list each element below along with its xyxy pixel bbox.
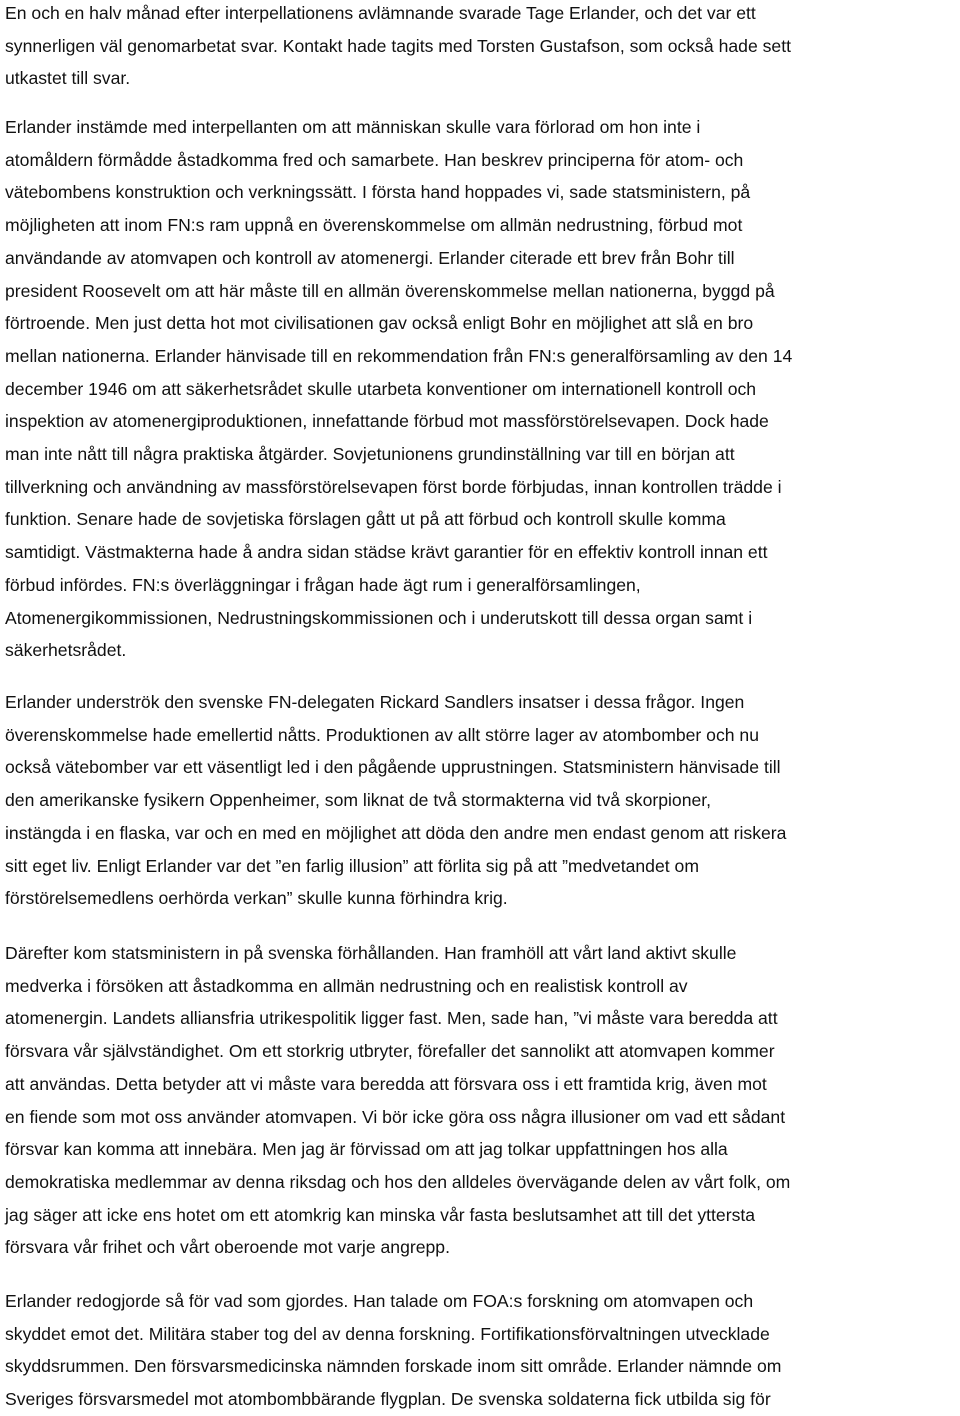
paragraph-3 xyxy=(5,686,786,915)
text-line: synnerligen väl genomarbetat svar. Kontakt hade tagits med Torsten Gustafson, som också hade sett xyxy=(5,35,791,56)
text-line: försvara vår självständighet. Om ett storkrig utbryter, förefaller det sannolikt att atomvapen kommer xyxy=(5,1041,775,1062)
text-line: funktion. Senare hade de sovjetiska förslagen gått ut på att förbud och kontroll skulle komma xyxy=(5,509,726,530)
text-line: mellan nationerna. Erlander hänvisade till en rekommendation från FN:s generalförsamling av den 14 xyxy=(5,345,793,366)
text-line: försvar kan komma att innebära. Men jag är förvissad om att jag tolkar uppfattningen hos alla xyxy=(5,1139,728,1160)
text-line: man inte nått till några praktiska åtgärder. Sovjetunionens grundinställning var till en början att xyxy=(5,444,735,465)
text-line: vätebombens konstruktion och verkningssätt. I första hand hoppades vi, sade statsministern, på xyxy=(5,182,751,203)
text-line: förtroende. Men just detta hot mot civilisationen gav också enligt Bohr en möjlighet att slå en bro xyxy=(5,313,754,334)
text-line: säkerhetsrådet. xyxy=(5,640,127,661)
paragraph-4 xyxy=(5,937,790,1264)
text-line: Erlander instämde med interpellanten om att människan skulle vara förlorad om hon inte i xyxy=(5,117,701,137)
text-line: sitt eget liv. Enligt Erlander var det ”en farlig illusion” att förlita sig på att ”medvetandet om xyxy=(5,855,699,876)
paragraph-5 xyxy=(5,1285,781,1416)
text-line: En och en halv månad efter interpellationens avlämnande svarade Tage Erlander, och det var ett xyxy=(5,3,756,23)
text-line: instängda i en flaska, var och en med en möjlighet att döda den andre men endast genom att riskera xyxy=(5,822,787,843)
text-line: skyddet emot det. Militära staber tog del av denna forskning. Fortifikationsförvaltningen utvecklade xyxy=(5,1323,770,1344)
text-line: Sveriges försvarsmedel mot atombombbärande flygplan. De svenska soldaterna fick utbilda sig för xyxy=(5,1389,771,1410)
text-line: atomenergin. Landets alliansfria utrikespolitik ligger fast. Men, sade han, ”vi måste vara beredda att xyxy=(5,1008,778,1029)
text-line: demokratiska medlemmar av denna riksdag och hos den alldeles övervägande delen av vårt folk, om xyxy=(5,1171,791,1192)
text-line: användande av atomvapen och kontroll av atomenergi. Erlander citerade ett brev från Bohr till xyxy=(5,247,735,268)
text-line: medverka i försöken att åstadkomma en allmän nedrustning och en realistisk kontroll av xyxy=(5,975,688,996)
text-line: överenskommelse hade emellertid nåtts. Produktionen av allt större lager av atombomber och nu xyxy=(5,724,759,745)
text-line: försvara vår frihet och vårt oberoende mot varje angrepp. xyxy=(5,1237,450,1258)
text-line: jag säger att icke ens hotet om ett atomkrig kan minska vår fasta beslutsamhet att till det yttersta xyxy=(5,1204,756,1225)
text-line: samtidigt. Västmakterna hade å andra sidan städse krävt garantier för en effektiv kontroll innan ett xyxy=(5,542,768,563)
text-line: december 1946 om att säkerhetsrådet skulle utarbeta konventioner om internationell kontroll och xyxy=(5,378,757,399)
text-line: skyddsrummen. Den försvarsmedicinska nämnden forskade inom sitt område. Erlander nämnde om xyxy=(5,1356,782,1377)
text-line: Därefter kom statsministern in på svenska förhållanden. Han framhöll att vårt land aktivt skulle xyxy=(5,943,737,963)
text-line: att användas. Detta betyder att vi måste vara beredda att försvara oss i ett framtida krig, även mot xyxy=(5,1073,767,1094)
text-line: tillverkning och användning av massförstörelsevapen först borde förbjudas, innan kontrollen trädde i xyxy=(5,476,782,497)
text-line: Erlander redogjorde så för vad som gjordes. Han talade om FOA:s forskning om atomvapen och xyxy=(5,1291,754,1311)
text-line: möjligheten att inom FN:s ram uppnå en överenskommelse om allmän nedrustning, förbud mot xyxy=(5,215,743,236)
text-line: Atomenergikommissionen, Nedrustningskommissionen och i underutskott till dessa organ samt i xyxy=(5,607,753,628)
text-line: en fiende som mot oss använder atomvapen. Vi bör icke göra oss några illusioner om vad ett sådant xyxy=(5,1106,786,1127)
text-line: förstörelsemedlens oerhörda verkan” skulle kunna förhindra krig. xyxy=(5,888,508,909)
text-line: också vätebomber var ett väsentligt led i den pågående upprustningen. Statsministern hänvisade till xyxy=(5,757,781,778)
text-line: inspektion av atomenergiproduktionen, innefattande förbud mot massförstörelsevapen. Dock hade xyxy=(5,411,769,432)
text-line: utkastet till svar. xyxy=(5,68,131,89)
text-line: president Roosevelt om att här måste till en allmän överenskommelse mellan nationerna, byggd på xyxy=(5,280,775,301)
text-line: atomåldern förmådde åstadkomma fred och samarbete. Han beskrev principerna för atom- och xyxy=(5,149,744,170)
text-line: Erlander underströk den svenske FN-delegaten Rickard Sandlers insatser i dessa frågor. Ingen xyxy=(5,692,745,712)
paragraph-1 xyxy=(5,0,791,95)
paragraph-2 xyxy=(5,111,792,667)
text-line: förbud infördes. FN:s överläggningar i frågan hade ägt rum i generalförsamlingen, xyxy=(5,574,641,595)
text-line: den amerikanske fysikern Oppenheimer, som liknat de två stormakterna vid två skorpioner, xyxy=(5,790,712,811)
